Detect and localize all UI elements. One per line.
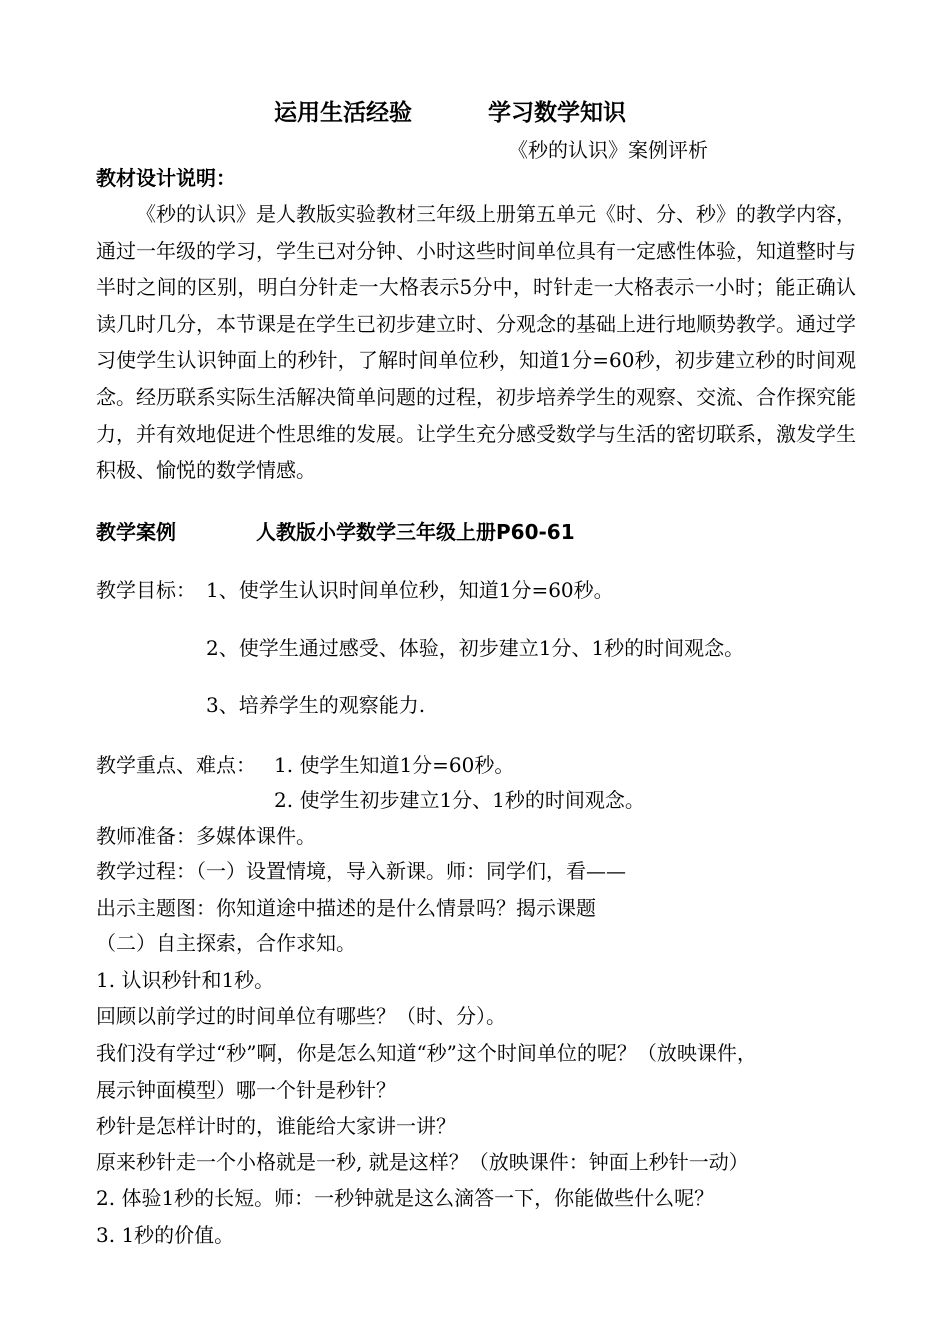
subtitle: 《秒的认识》案例评析: [508, 138, 708, 162]
key-point: 2. 使学生初步建立1分、1秒的时间观念。: [274, 788, 645, 812]
goals-label: 教学目标：: [96, 578, 196, 602]
process-line: 1. 认识秒针和1秒。: [96, 968, 275, 992]
case-label: 教学案例: [96, 520, 176, 544]
title-right: 学习数学知识: [488, 100, 626, 126]
teacher-prep: 教师准备：多媒体课件。: [96, 824, 316, 848]
process-line: 回顾以前学过的时间单位有哪些？（时、分）。: [96, 1004, 506, 1028]
process-line: 展示钟面模型）哪一个针是秒针？: [96, 1078, 396, 1102]
goal-item: 1、使学生认识时间单位秒，知道1分=60秒。: [206, 578, 614, 602]
process-line: 秒针是怎样计时的，谁能给大家讲一讲？: [96, 1114, 456, 1138]
key-point: 1. 使学生知道1分=60秒。: [274, 753, 515, 777]
process-line: 3. 1秒的价值。: [96, 1223, 235, 1247]
process-line: 2. 体验1秒的长短。师：一秒钟就是这么滴答一下，你能做些什么呢？: [96, 1186, 715, 1210]
process-line: 出示主题图：你知道途中描述的是什么情景吗？揭示课题: [96, 896, 596, 920]
case-source: 人教版小学数学三年级上册P60-61: [256, 520, 575, 544]
process-line: 我们没有学过“秒”啊，你是怎么知道“秒”这个时间单位的呢？（放映课件，: [96, 1041, 757, 1065]
goal-item: 3、培养学生的观察能力.: [206, 693, 426, 717]
process-line: （二）自主探索，合作求知。: [96, 931, 356, 955]
design-heading: 教材设计说明：: [96, 166, 236, 190]
title-left: 运用生活经验: [274, 100, 412, 126]
key-label: 教学重点、难点：: [96, 753, 256, 777]
process-line: 原来秒针走一个小格就是一秒, 就是这样？（放映课件：钟面上秒针一动）: [96, 1150, 749, 1174]
process-line: 教学过程：（一）设置情境，导入新课。师：同学们，看——: [96, 859, 626, 883]
document-title: [274, 98, 626, 128]
goal-item: 2、使学生通过感受、体验，初步建立1分、1秒的时间观念。: [206, 636, 745, 660]
case-heading: [96, 518, 575, 546]
design-paragraph: 《秒的认识》是人教版实验教材三年级上册第五单元《时、分、秒》的教学内容，通过一年级的学习，学生已对分钟、小时这些时间单位具有一定感性体验，知道整时与半时之间的区别，明白分针走一大格表示5分中，时针走一大格表示一小时；能正确认读几时几分，本节课是在学生已初步建立时、分观念的基础上进行地顺势教学。通过学习使学生认识钟面上的秒针，了解时间单位秒，知道1分=60秒，初步建立秒的时间观念。经历联系实际生活解决简单问题的过程，初步培养学生的观察、交流、合作探究能力，并有效地促进个性思维的发展。让学生充分感受数学与生活的密切联系，激发学生积极、愉悦的数学情感。: [96, 202, 856, 483]
